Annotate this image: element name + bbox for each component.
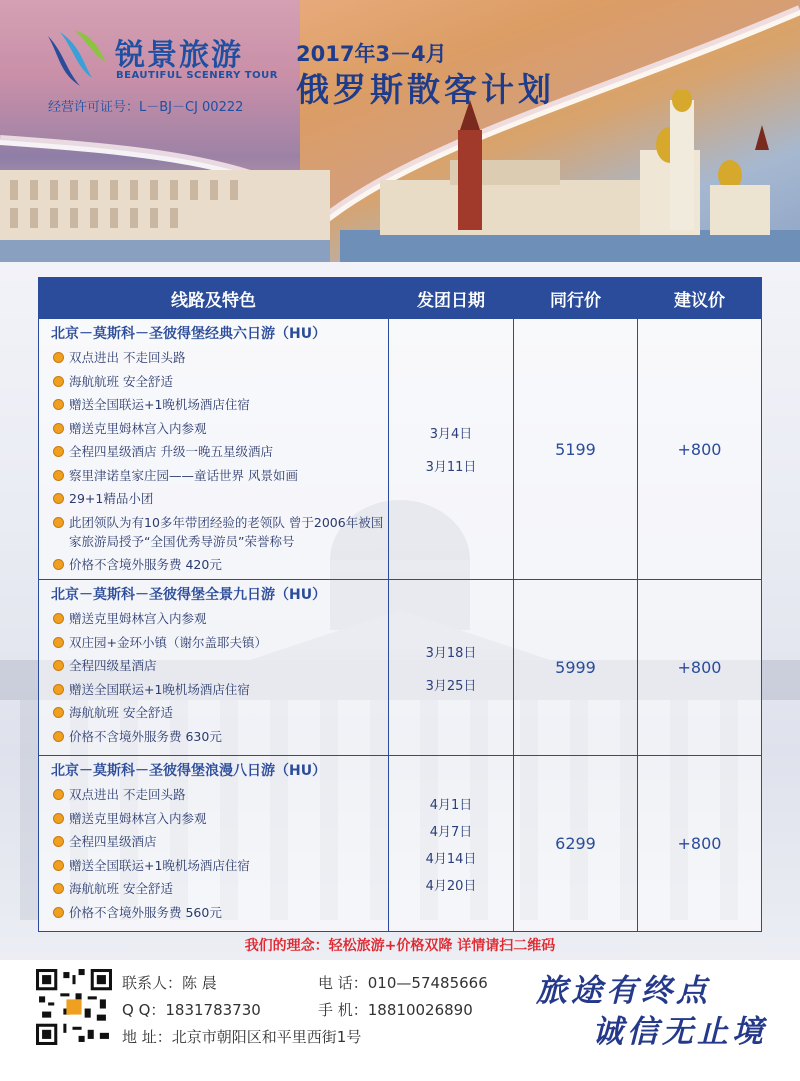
list-item: 海航航班 安全舒适 bbox=[51, 877, 388, 901]
list-item: 29+1精品小团 bbox=[51, 487, 388, 511]
bullet-icon bbox=[53, 789, 64, 800]
list-item: 价格不含境外服务费 560元 bbox=[51, 901, 388, 925]
bullet-icon bbox=[53, 559, 64, 570]
date-range-title: 2017年3－4月 bbox=[296, 42, 447, 66]
contact-person: 联系人：陈 晨 bbox=[122, 974, 217, 992]
departure-date: 4月20日 bbox=[425, 878, 477, 894]
page-title: 俄罗斯散客计划 bbox=[296, 70, 555, 109]
dates-cell bbox=[389, 319, 514, 580]
header-route: 线路及特色 bbox=[39, 278, 389, 319]
list-item: 赠送全国联运+1晚机场酒店住宿 bbox=[51, 854, 388, 878]
list-item: 双点进出 不走回头路 bbox=[51, 783, 388, 807]
peer-price: 5999 bbox=[514, 580, 638, 756]
list-item: 双点进出 不走回头路 bbox=[51, 346, 388, 370]
departure-date: 3月18日 bbox=[425, 645, 477, 661]
list-item: 赠送全国联运+1晚机场酒店住宿 bbox=[51, 678, 388, 702]
bullet-icon bbox=[53, 423, 64, 434]
bullet-icon bbox=[53, 637, 64, 648]
feature-list bbox=[51, 607, 388, 748]
license-number: 经营许可证号：L－BJ－CJ 00222 bbox=[48, 100, 244, 115]
departure-date: 4月1日 bbox=[429, 797, 473, 813]
qr-code-icon[interactable] bbox=[36, 969, 112, 1045]
bullet-icon bbox=[53, 883, 64, 894]
table-row bbox=[39, 319, 762, 580]
header-banner bbox=[0, 0, 800, 262]
bullet-icon bbox=[53, 376, 64, 387]
bullet-icon bbox=[53, 836, 64, 847]
contact-phone: 电 话：010—57485666 bbox=[318, 974, 488, 992]
list-item: 察里津诺皇家庄园——童话世界 风景如画 bbox=[51, 464, 388, 488]
departure-date: 4月7日 bbox=[429, 824, 473, 840]
dates-cell bbox=[389, 756, 514, 932]
list-item: 赠送克里姆林宫入内参观 bbox=[51, 417, 388, 441]
bullet-icon bbox=[53, 907, 64, 918]
bullet-icon bbox=[53, 613, 64, 624]
peer-price: 6299 bbox=[514, 756, 638, 932]
tour-table-container bbox=[38, 277, 761, 929]
list-item: 全程四星级酒店 升级一晚五星级酒店 bbox=[51, 440, 388, 464]
bullet-icon bbox=[53, 493, 64, 504]
departure-date: 3月4日 bbox=[429, 427, 473, 442]
header-dates: 发团日期 bbox=[389, 278, 514, 319]
suggested-price: +800 bbox=[638, 580, 762, 756]
motto-line-2: 诚信无止境 bbox=[592, 1014, 767, 1050]
suggested-price: +800 bbox=[638, 756, 762, 932]
tour-table bbox=[38, 277, 762, 932]
header-suggested-price: 建议价 bbox=[638, 278, 762, 319]
bullet-icon bbox=[53, 813, 64, 824]
table-header-row bbox=[39, 278, 762, 319]
bullet-icon bbox=[53, 731, 64, 742]
contact-qq: Q Q：1831783730 bbox=[122, 1001, 261, 1019]
route-cell bbox=[39, 580, 389, 756]
brand-name-cn: 锐景旅游 bbox=[115, 38, 243, 73]
list-item: 价格不含境外服务费 630元 bbox=[51, 725, 388, 749]
bullet-icon bbox=[53, 470, 64, 481]
list-item: 赠送克里姆林宫入内参观 bbox=[51, 807, 388, 831]
motto-line-1: 旅途有终点 bbox=[536, 973, 711, 1009]
route-title: 北京－莫斯科－圣彼得堡浪漫八日游（HU） bbox=[51, 763, 327, 779]
list-item: 此团领队为有10多年带团经验的老领队 曾于2006年被国家旅游局授予“全国优秀导游员”荣誉称号 bbox=[51, 511, 388, 553]
list-item: 双庄园+金环小镇（谢尔盖耶夫镇） bbox=[51, 631, 388, 655]
route-cell bbox=[39, 319, 389, 580]
bullet-icon bbox=[53, 660, 64, 671]
list-item: 价格不含境外服务费 420元 bbox=[51, 553, 388, 577]
bullet-icon bbox=[53, 684, 64, 695]
feature-list bbox=[51, 346, 388, 576]
winter-palace-image bbox=[0, 150, 330, 262]
contact-address: 地 址：北京市朝阳区和平里西街1号 bbox=[122, 1028, 362, 1046]
departure-date: 4月14日 bbox=[425, 851, 477, 867]
bullet-icon bbox=[53, 860, 64, 871]
brand-logo-icon bbox=[40, 28, 110, 90]
header-peer-price: 同行价 bbox=[514, 278, 638, 319]
contact-mobile: 手 机：18810026890 bbox=[318, 1001, 473, 1019]
list-item: 全程四级星酒店 bbox=[51, 654, 388, 678]
list-item: 赠送克里姆林宫入内参观 bbox=[51, 607, 388, 631]
slogan: 我们的理念：轻松旅游+价格双降 详情请扫二维码 bbox=[244, 938, 556, 954]
departure-date: 3月25日 bbox=[425, 678, 477, 694]
kremlin-image bbox=[340, 90, 800, 262]
bullet-icon bbox=[53, 399, 64, 410]
peer-price: 5199 bbox=[514, 319, 638, 580]
list-item: 全程四星级酒店 bbox=[51, 830, 388, 854]
bullet-icon bbox=[53, 707, 64, 718]
bullet-icon bbox=[53, 352, 64, 363]
list-item: 海航航班 安全舒适 bbox=[51, 370, 388, 394]
route-title: 北京－莫斯科－圣彼得堡经典六日游（HU） bbox=[51, 326, 327, 342]
list-item: 海航航班 安全舒适 bbox=[51, 701, 388, 725]
table-row bbox=[39, 756, 762, 932]
brand-name-en: BEAUTIFUL SCENERY TOUR bbox=[116, 70, 278, 81]
dates-cell bbox=[389, 580, 514, 756]
suggested-price: +800 bbox=[638, 319, 762, 580]
bullet-icon bbox=[53, 446, 64, 457]
route-title: 北京－莫斯科－圣彼得堡全景九日游（HU） bbox=[51, 587, 327, 603]
list-item: 赠送全国联运+1晚机场酒店住宿 bbox=[51, 393, 388, 417]
feature-list bbox=[51, 783, 388, 924]
route-cell bbox=[39, 756, 389, 932]
departure-date: 3月11日 bbox=[425, 460, 477, 475]
table-row bbox=[39, 580, 762, 756]
bullet-icon bbox=[53, 517, 64, 528]
